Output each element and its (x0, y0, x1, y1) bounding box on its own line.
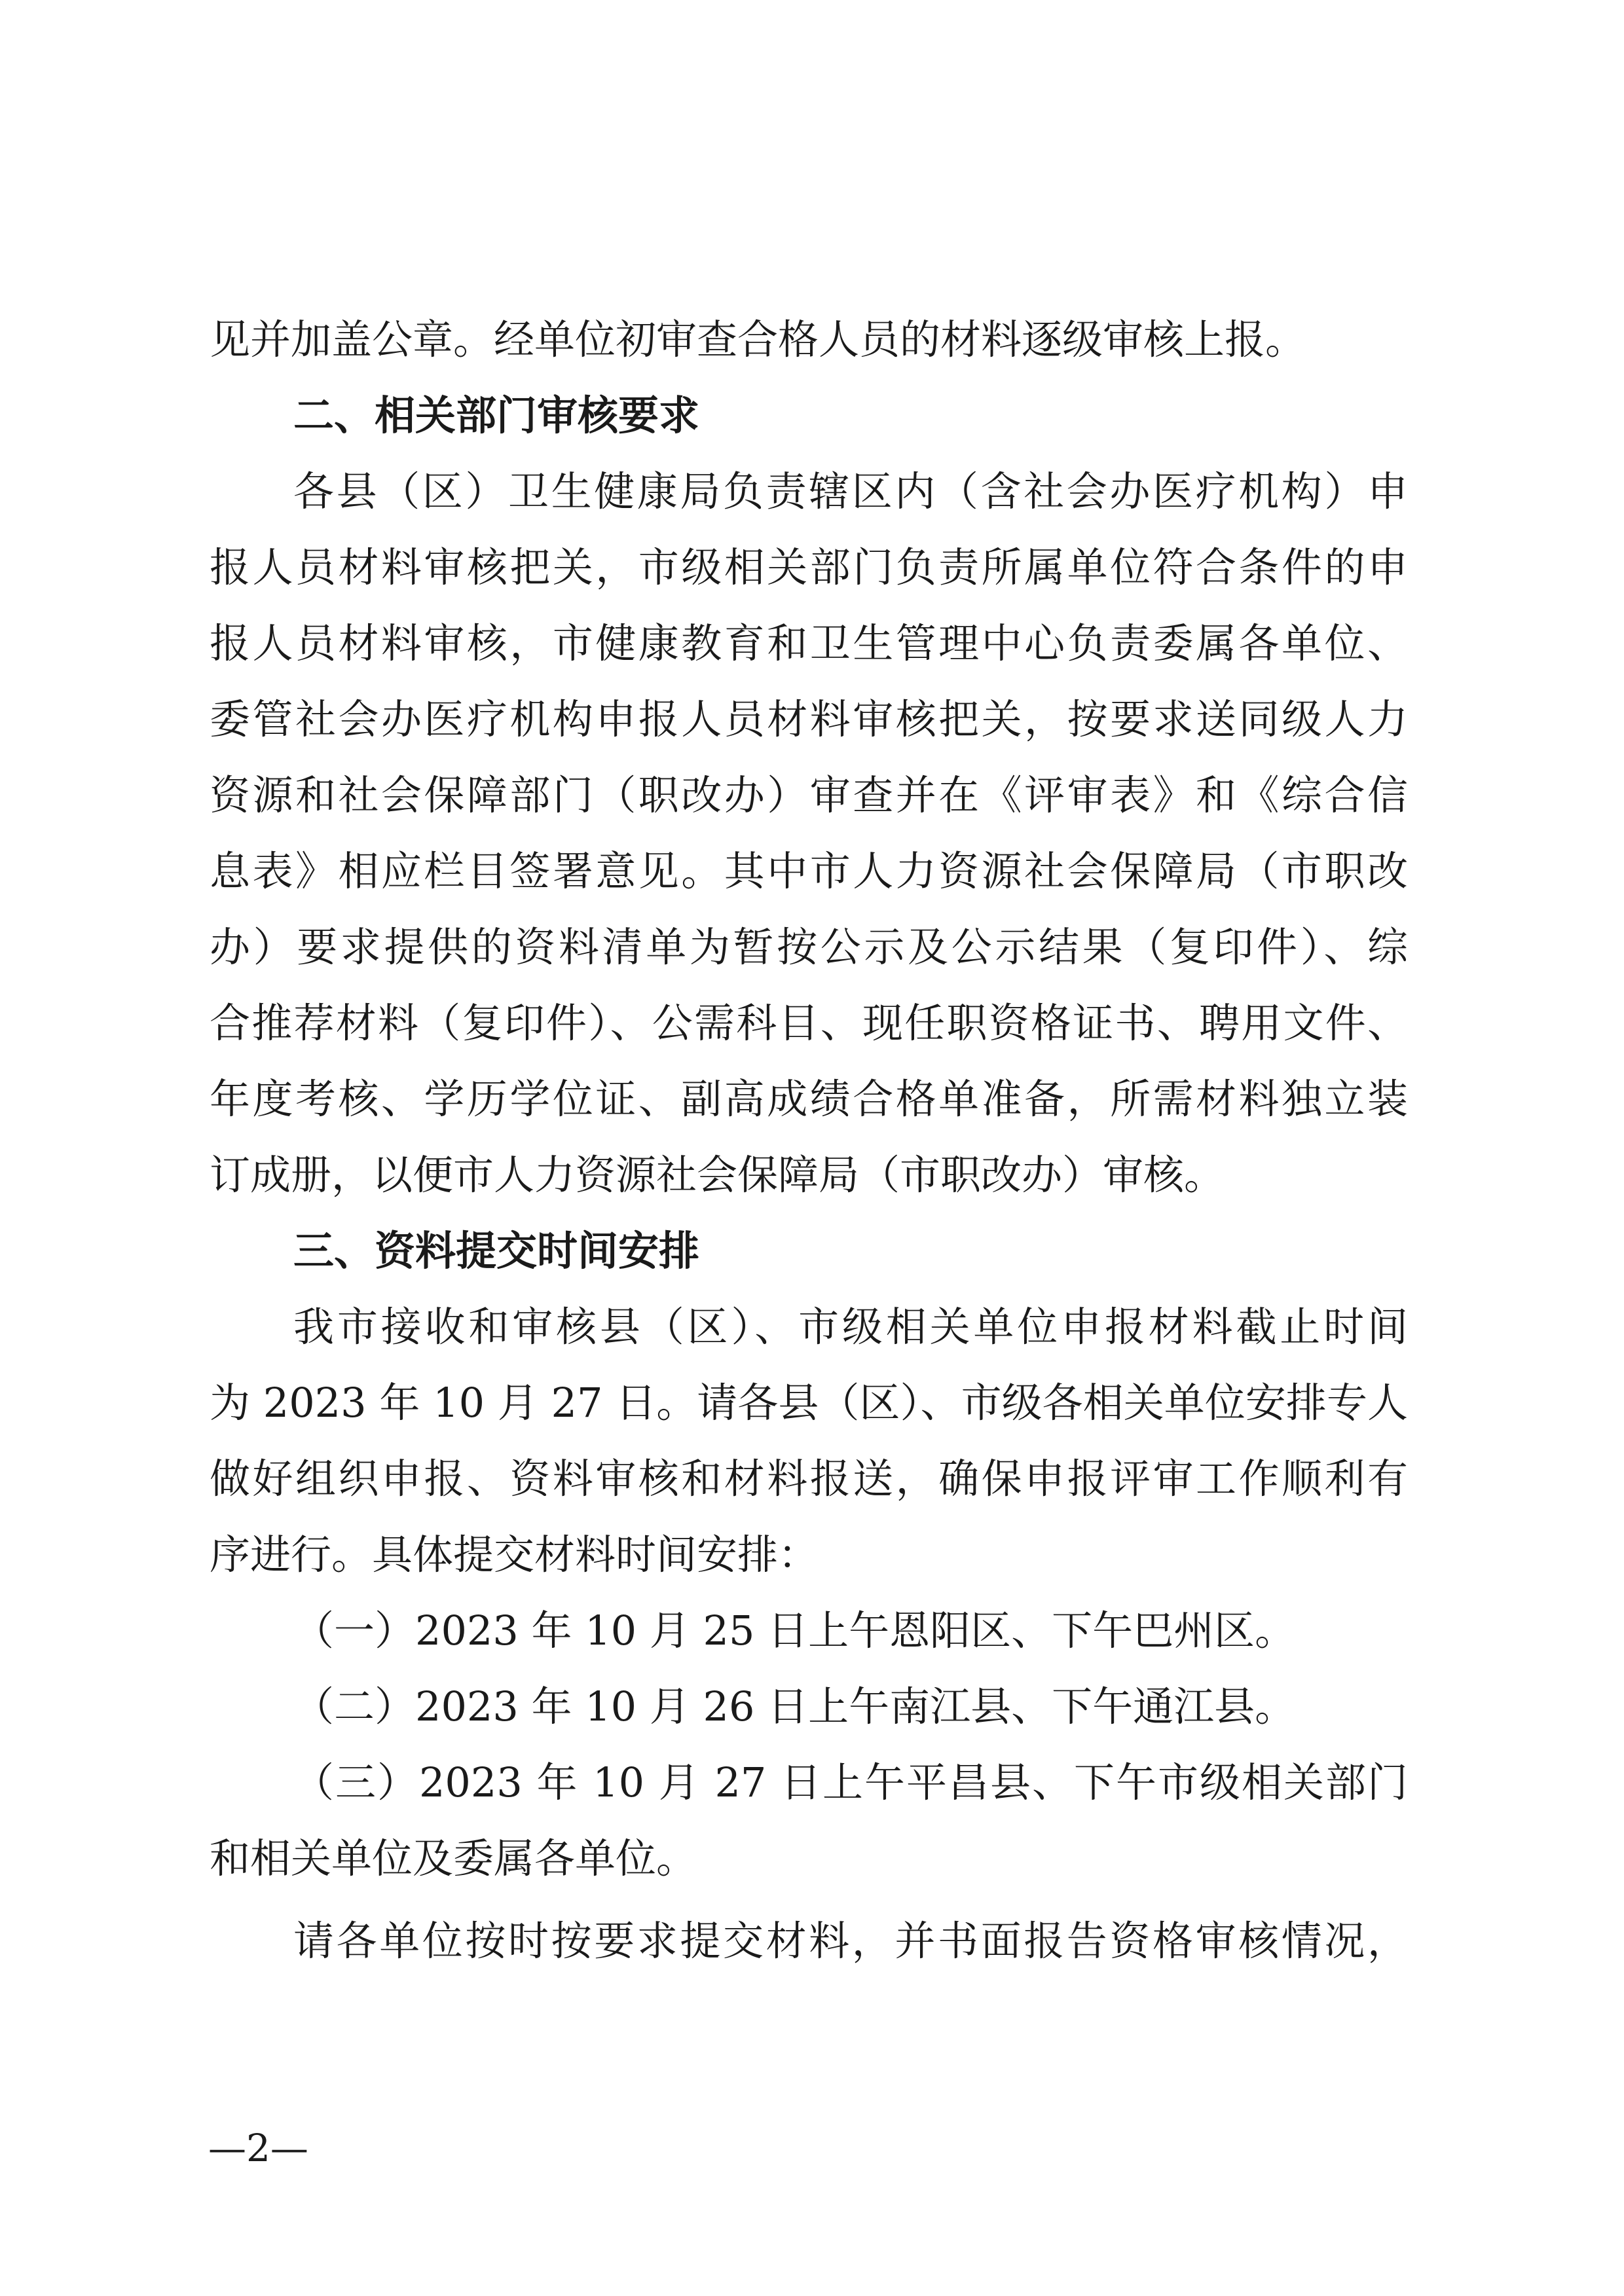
paragraph-line: 请各单位按时按要求提交材料，并书面报告资格审核情况， (293, 1917, 1408, 1965)
paragraph-line: 息表》相应栏目签署意见。其中市人力资源社会保障局（市职改 (210, 847, 1408, 895)
paragraph-line: 见并加盖公章。经单位初审查合格人员的材料逐级审核上报。 (210, 316, 1306, 363)
section-heading-2: 二、相关部门审核要求 (293, 392, 700, 439)
paragraph-line: 报人员材料审核，市健康教育和卫生管理中心负责委属各单位、 (210, 619, 1408, 667)
paragraph-line: 和相关单位及委属各单位。 (210, 1834, 697, 1882)
paragraph-line: 合推荐材料（复印件）、公需科目、现任职资格证书、聘用文件、 (210, 999, 1408, 1047)
paragraph-line: 我市接收和审核县（区）、市级相关单位申报材料截止时间 (293, 1303, 1408, 1351)
paragraph-line: 各县（区）卫生健康局负责辖区内（含社会办医疗机构）申 (293, 467, 1408, 515)
paragraph-line: 订成册，以便市人力资源社会保障局（市职改办）审核。 (210, 1151, 1225, 1199)
paragraph-line: 办）要求提供的资料清单为暂按公示及公示结果（复印件）、综 (210, 923, 1408, 971)
paragraph-line: 年度考核、学历学位证、副高成绩合格单准备，所需材料独立装 (210, 1075, 1408, 1123)
paragraph-line: 报人员材料审核把关，市级相关部门负责所属单位符合条件的申 (210, 543, 1408, 591)
schedule-item-2: （二）2023 年 10 月 26 日上午南江县、下午通江县。 (293, 1683, 1296, 1730)
paragraph-line: 资源和社会保障部门（职改办）审查并在《评审表》和《综合信 (210, 771, 1408, 819)
paragraph-line: 为 2023 年 10 月 27 日。请各县（区）、市级各相关单位安排专人 (210, 1379, 1408, 1427)
schedule-item-1: （一）2023 年 10 月 25 日上午恩阳区、下午巴州区。 (293, 1607, 1296, 1654)
schedule-item-3: （三）2023 年 10 月 27 日上午平昌县、下午市级相关部门 (293, 1758, 1408, 1806)
section-heading-3: 三、资料提交时间安排 (293, 1227, 700, 1275)
page-number: —2— (208, 2126, 308, 2170)
paragraph-line: 序进行。具体提交材料时间安排： (210, 1531, 819, 1578)
paragraph-line: 委管社会办医疗机构申报人员材料审核把关，按要求送同级人力 (210, 695, 1408, 743)
paragraph-line: 做好组织申报、资料审核和材料报送，确保申报评审工作顺利有 (210, 1455, 1408, 1503)
